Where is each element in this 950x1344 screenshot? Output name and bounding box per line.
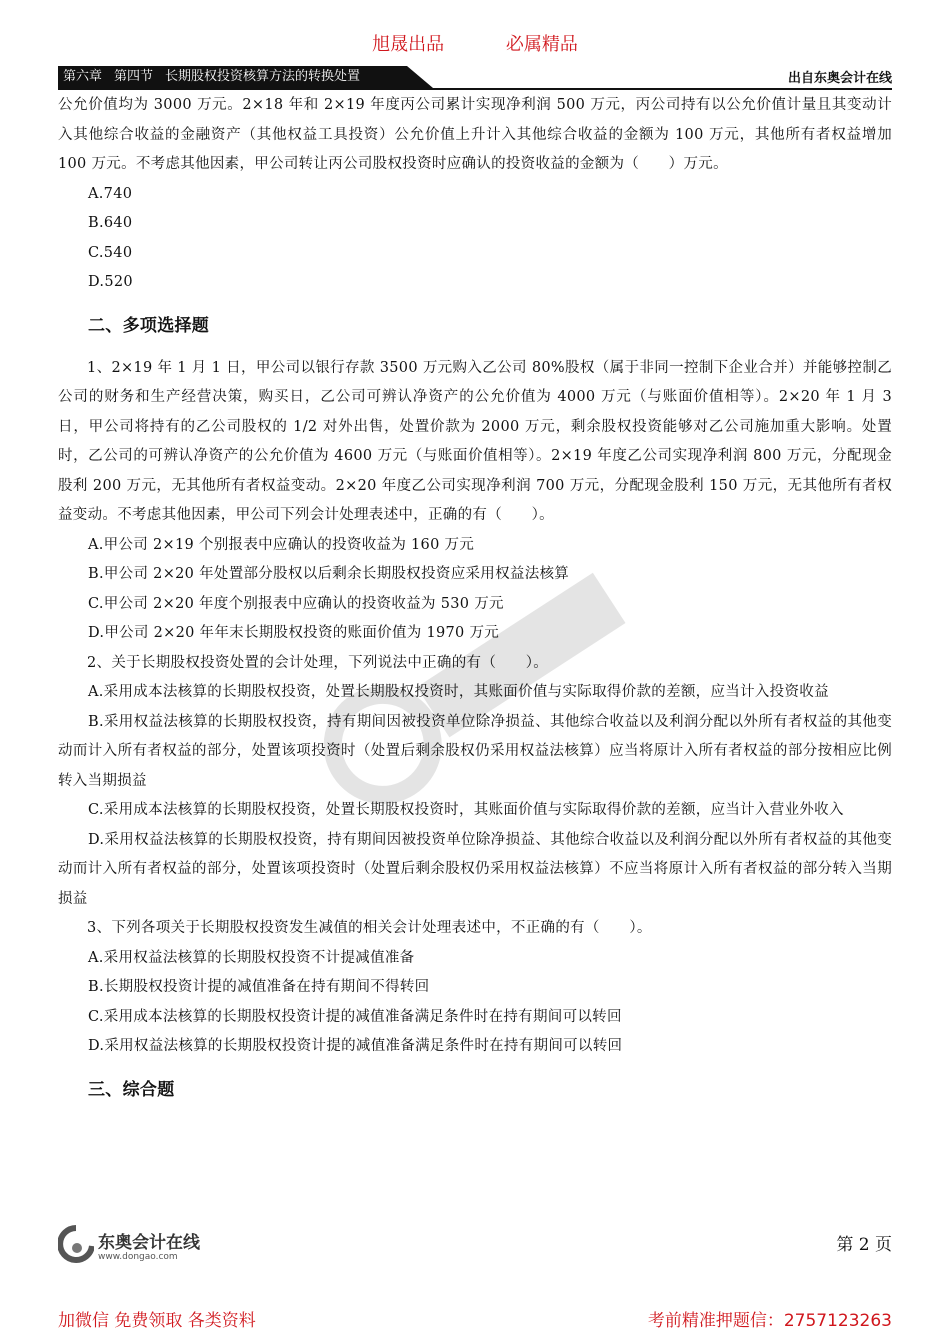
top-banner [0, 30, 950, 56]
q3-option-b: B.长期股权投资计提的减值准备在持有期间不得转回 [88, 979, 430, 995]
banner-right-text: 必属精品 [505, 34, 578, 55]
section-heading-multiple-choice: 二、多项选择题 [88, 315, 210, 336]
option-b: B.640 [88, 215, 133, 231]
option-a: A.740 [88, 185, 133, 202]
promo-left: 加微信 免费领取 各类资料 [58, 1311, 256, 1331]
option-c: C.540 [88, 244, 133, 261]
continued-question-text: 公允价值均为 3000 万元。2×18 年和 2×19 年度丙公司累计实现净利润 500 万元，丙公司持有以公允价值计量且其变动计入其他综合收益的金融资产（其他权益工具投资）公允价值上升计入其他综合收益的金额为 100 万元，其他所有者权益增加 100 万元。不考虑其他因素，甲公司转让丙公司股权投资时应确认的投资收益的金额为（ ）万元。 [58, 97, 892, 172]
dongao-logo-icon [58, 1224, 94, 1268]
q2-option-b: B.采用权益法核算的长期股权投资，持有期间因被投资单位除净损益、其他综合收益以及利润分配以外所有者权益的其他变动而计入所有者权益的部分，处置该项投资时（处置后剩余股权仍采用权益法核算）应当将原计入所有者权益的部分按相应比例转入当期损益 [58, 713, 892, 789]
document-body [58, 91, 892, 1118]
q3-option-c: C.采用成本法核算的长期股权投资计提的减值准备满足条件时在持有期间可以转回 [88, 1008, 622, 1025]
question-3-stem: 3、下列各项关于长期股权投资发生减值的相关会计处理表述中，不正确的有（ ）。 [87, 920, 652, 936]
q1-option-c: C.甲公司 2×20 年度个别报表中应确认的投资收益为 530 万元 [88, 595, 504, 612]
promo-right: 考前精准押题信：2757123263 [647, 1311, 892, 1331]
question-2-stem: 2、关于长期股权投资处置的会计处理，下列说法中正确的有（ ）。 [87, 654, 549, 671]
q2-option-c: C.采用成本法核算的长期股权投资，处置长期股权投资时，其账面价值与实际取得价款的差额，应当计入营业外收入 [88, 802, 844, 818]
footer-logo [58, 1222, 258, 1272]
header-source: 出自东奥会计在线 [787, 71, 892, 86]
section-heading-comprehensive: 三、综合题 [88, 1079, 175, 1100]
header-title: 长期股权投资核算方法的转换处置 [165, 69, 361, 84]
logo-name: 东奥会计在线 [98, 1233, 200, 1253]
logo-url: www.dongao.com [98, 1252, 178, 1262]
page-number: 第 2 页 [836, 1235, 892, 1255]
question-1-stem: 1、2×19 年 1 月 1 日，甲公司以银行存款 3500 万元购入乙公司 80%股权（属于非同一控制下企业合并）并能够控制乙公司的财务和生产经营决策，购买日，乙公司可辨认净资产的公允价值为 4000 万元（与账面价值相等）。2×20 年 1 月 3 日，甲公司将持有的乙公司股权的 1/2 对外出售，处置价款为 2000 万元，剩余股权投资能够对乙公司施加重大影响。处置时，乙公司的可辨认净资产的公允价值为 4600 万元（与账面价值相等）。2×19 年度乙公司实现净利润 800 万元，分配现金股利 200 万元，无其他所有者权益变动。2×20 年度乙公司实现净利润 700 万元，分配现金股利 150 万元，无其他所有者权益变动。不考虑其他因素，甲公司下列会计处理表述中，正确的有（ ）。 [58, 359, 892, 523]
header-chapter-tab [58, 66, 407, 88]
banner-left-text: 旭晟出品 [372, 34, 445, 55]
q3-option-a: A.采用权益法核算的长期股权投资不计提减值准备 [88, 949, 415, 966]
header-chapter: 第六章 [63, 69, 103, 84]
q2-option-a: A.采用成本法核算的长期股权投资，处置长期股权投资时，其账面价值与实际取得价款的差额，应当计入投资收益 [88, 684, 829, 700]
page-header [58, 66, 892, 90]
q3-option-d: D.采用权益法核算的长期股权投资计提的减值准备满足条件时在持有期间可以转回 [88, 1038, 623, 1054]
option-d: D.520 [88, 274, 133, 290]
q1-option-b: B.甲公司 2×20 年处置部分股权以后剩余长期股权投资应采用权益法核算 [88, 566, 570, 582]
header-section: 第四节 [114, 69, 154, 84]
q1-option-d: D.甲公司 2×20 年年末长期股权投资的账面价值为 1970 万元 [88, 625, 500, 641]
q2-option-d: D.采用权益法核算的长期股权投资，持有期间因被投资单位除净损益、其他综合收益以及利润分配以外所有者权益的其他变动而计入所有者权益的部分，处置该项投资时（处置后剩余股权仍采用权益法核算）不应当将原计入所有者权益的部分转入当期损益 [58, 831, 892, 907]
q1-option-a: A.甲公司 2×19 个别报表中应确认的投资收益为 160 万元 [88, 536, 475, 553]
